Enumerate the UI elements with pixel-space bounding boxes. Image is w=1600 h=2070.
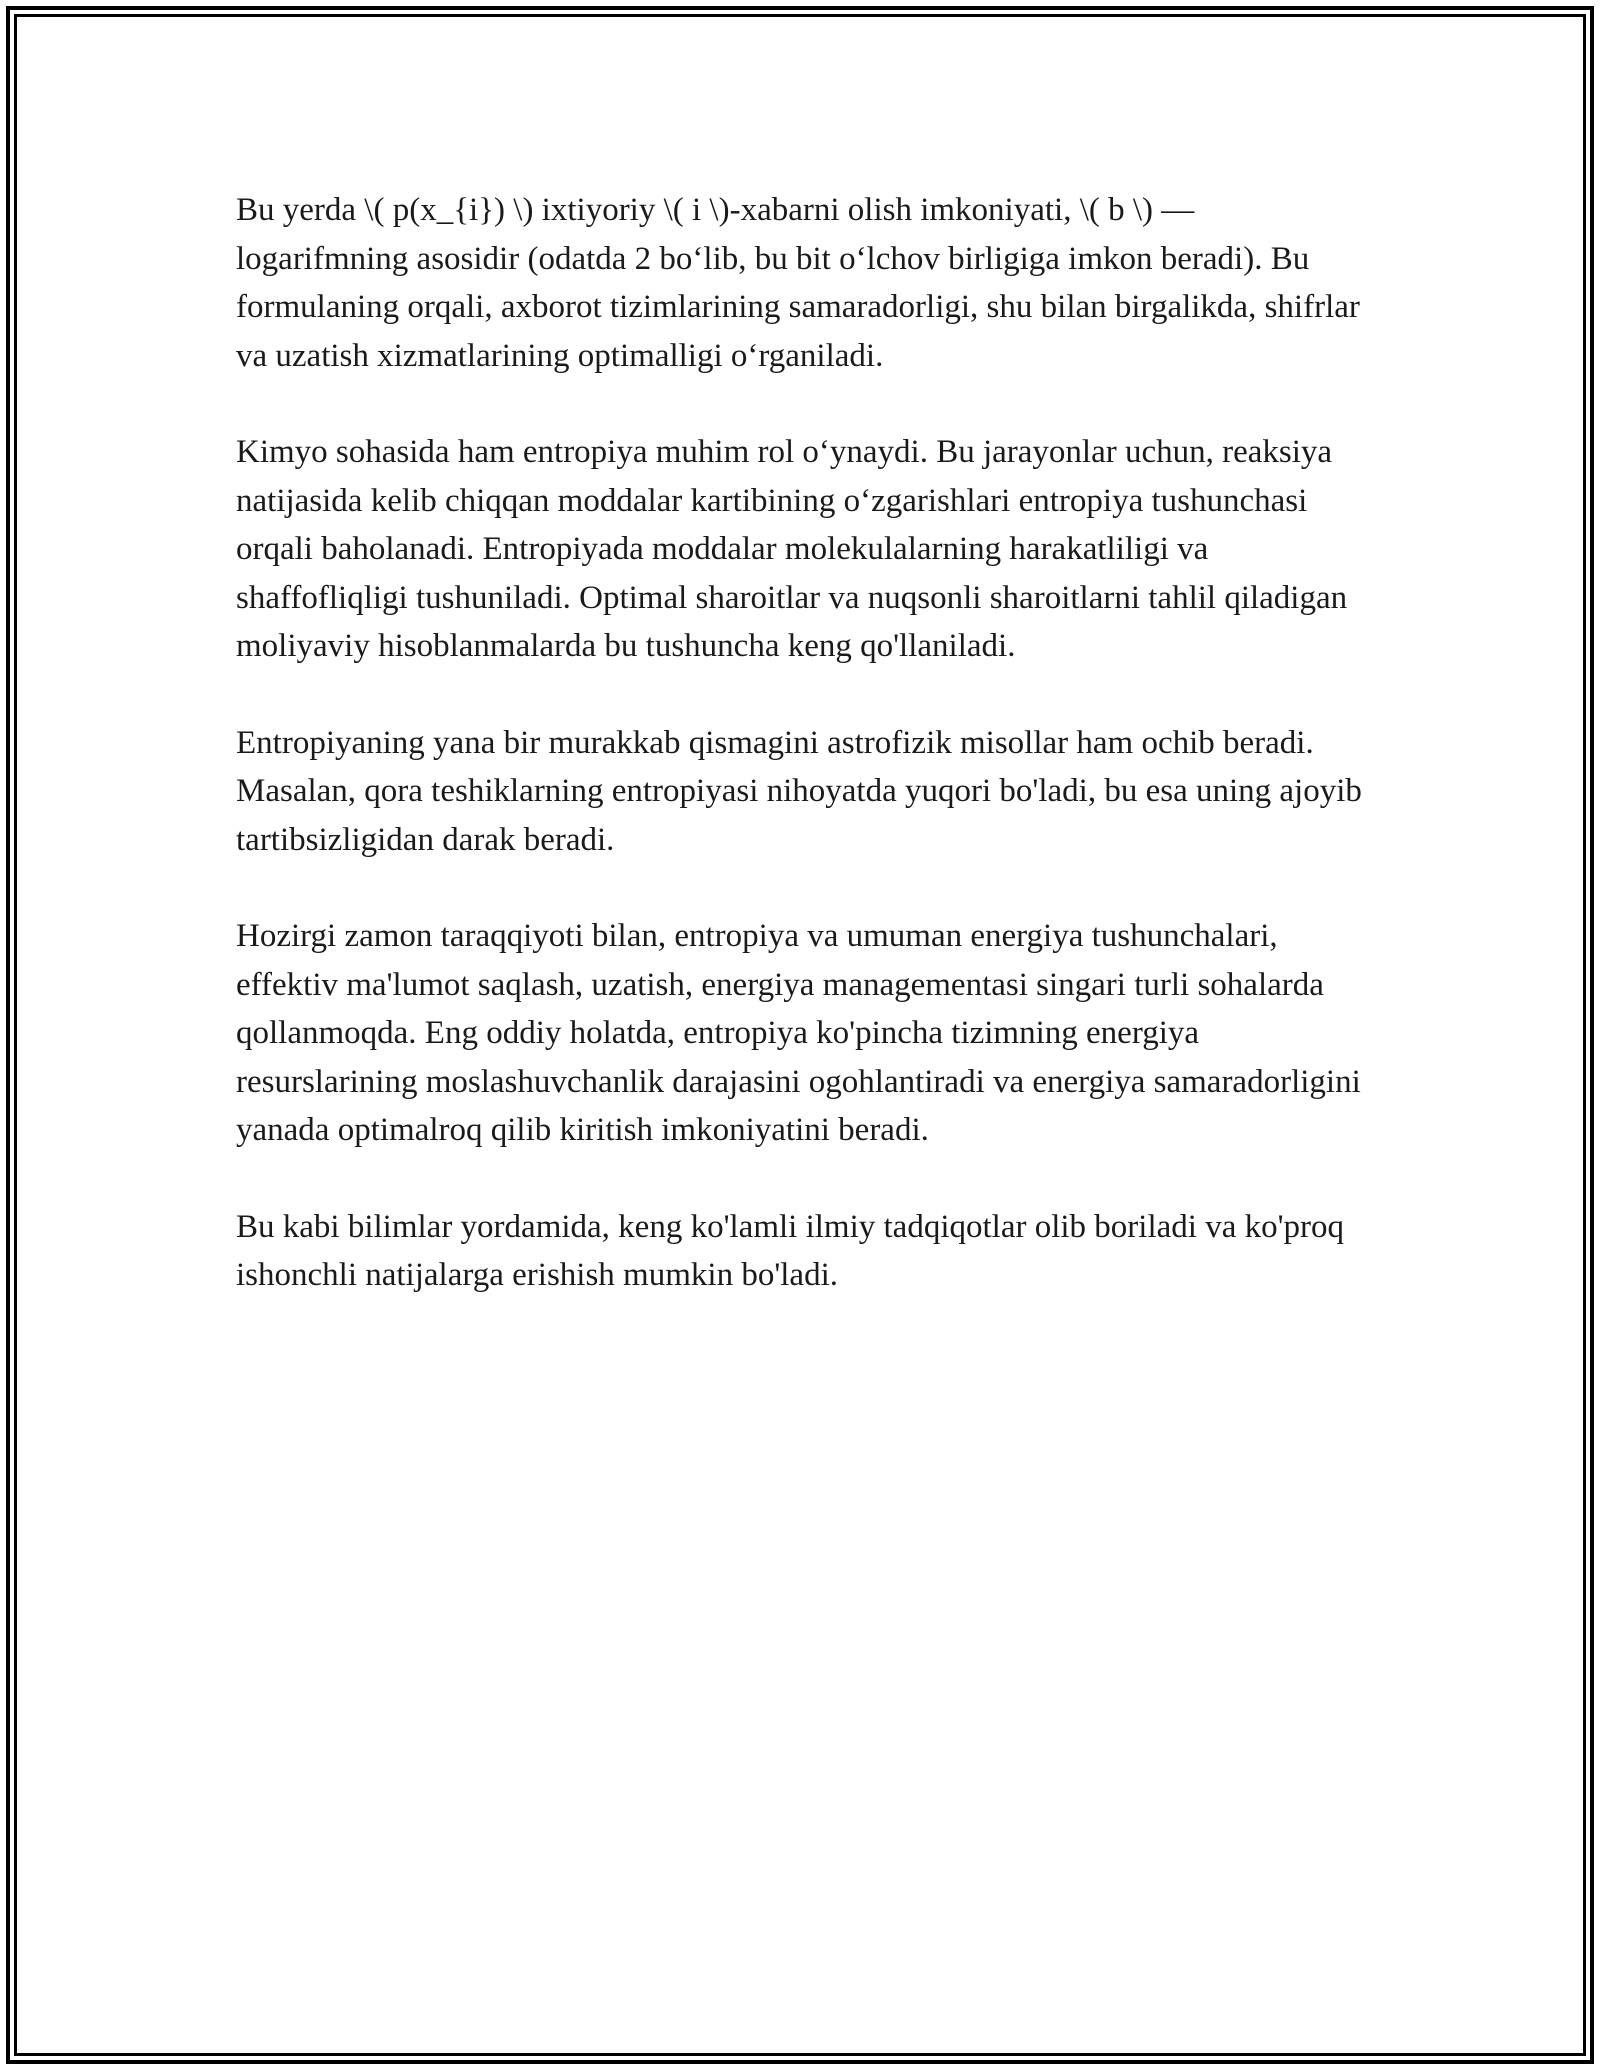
paragraph: Kimyo sohasida ham entropiya muhim rol o‘ynaydi. Bu jarayonlar uchun, reaksiya natijasida kelib chiqqan moddalar kartibining o‘zgarishlari entropiya tushunchasi orqali baholanadi. Entropiyada moddalar molekulalarning harakatliligi va shaffofliqligi tushuniladi. Optimal sharoitlar va nuqsonli sharoitlarni tahlil qiladigan moliyaviy hisoblanmalarda bu tushuncha keng qo'llaniladi. xyxy=(236,434,1348,664)
paragraph: Bu yerda \( p(x_{i}) \) ixtiyoriy \( i \)-xabarni olish imkoniyati, \( b \) — logarifmning asosidir (odatda 2 bo‘lib, bu bit o‘lchov birligiga imkon beradi). Bu formulaning orqali, axborot tizimlarining samaradorligi, shu bilan birgalikda, shifrlar va uzatish xizmatlarining optimalligi o‘rganiladi. xyxy=(236,192,1360,374)
document-body xyxy=(236,186,1366,1348)
paragraph: Hozirgi zamon taraqqiyoti bilan, entropiya va umuman energiya tushunchalari, effektiv ma'lumot saqlash, uzatish, energiya managementasi singari turli sohalarda qollanmoqda. Eng oddiy holatda, entropiya ko'pincha tizimning energiya resurslarining moslashuvchanlik darajasini ogohlantiradi va energiya samaradorligini yanada optimalroq qilib kiritish imkoniyatini beradi. xyxy=(236,918,1361,1148)
paragraph: Entropiyaning yana bir murakkab qismagini astrofizik misollar ham ochib beradi. Masalan, qora teshiklarning entropiyasi nihoyatda yuqori bo'ladi, bu esa uning ajoyib tartibsizligidan darak beradi. xyxy=(236,724,1362,858)
paragraph: Bu kabi bilimlar yordamida, keng ko'lamli ilmiy tadqiqotlar olib boriladi va ko'proq ishonchli natijalarga erishish mumkin bo'ladi. xyxy=(236,1208,1345,1293)
